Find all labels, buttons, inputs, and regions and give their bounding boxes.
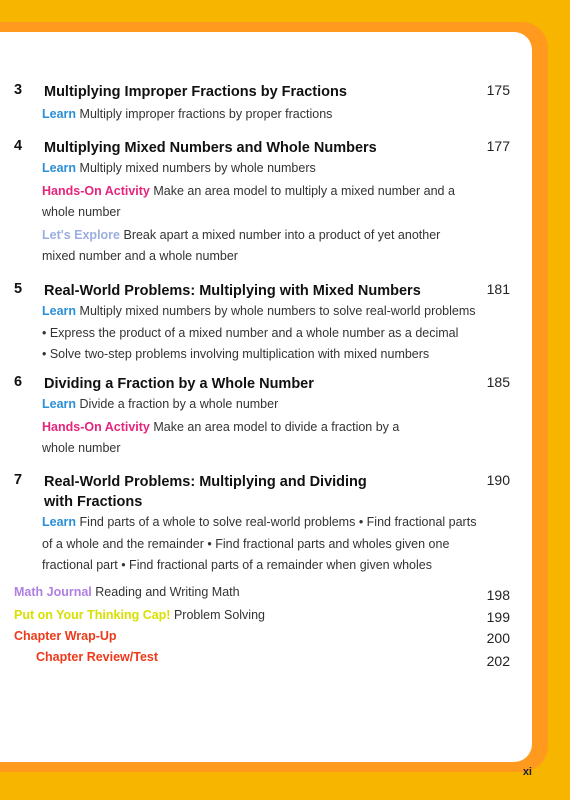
toc-page — [0, 32, 532, 762]
hands-on-label: Hands-On Activity — [42, 419, 150, 434]
explore-text: Break apart a mixed number into a product of yet another mixed number and a whole number — [42, 227, 441, 263]
lesson-number: 4 — [14, 138, 23, 154]
learn-label: Learn — [42, 304, 77, 318]
learn-text: Divide a fraction by a whole number — [79, 397, 279, 411]
thinking-cap-label: Put on Your Thinking Cap! — [14, 608, 171, 622]
math-journal-text: Reading and Writing Math — [95, 585, 240, 599]
thinking-cap-text: Problem Solving — [173, 608, 265, 622]
lesson-body — [42, 394, 477, 460]
lesson-body — [42, 512, 482, 577]
review-test-row — [36, 650, 158, 664]
lesson-title: Real-World Problems: Multiplying with Mixed Numbers — [44, 283, 421, 299]
math-journal-row — [14, 585, 240, 599]
learn-text: Multiply mixed numbers by whole numbers to solve real-world problems — [79, 304, 476, 318]
lesson-title: Multiplying Improper Fractions by Fractions — [44, 84, 347, 100]
math-journal-page: 198 — [486, 587, 510, 603]
learn-label: Learn — [42, 107, 77, 121]
lesson-page-number: 181 — [486, 281, 510, 297]
review-test-label: Chapter Review/Test — [36, 650, 159, 664]
wrap-up-row — [14, 629, 117, 643]
lesson-number: 6 — [14, 374, 23, 390]
wrap-up-label: Chapter Wrap-Up — [14, 629, 117, 643]
hands-on-label: Hands-On Activity — [42, 183, 150, 198]
lesson-title: Dividing a Fraction by a Whole Number — [44, 376, 314, 392]
lesson-title: Multiplying Mixed Numbers and Whole Numbers — [44, 140, 377, 156]
learn-label: Learn — [42, 397, 77, 411]
lesson-number: 3 — [14, 82, 23, 98]
wrap-up-page: 200 — [486, 630, 510, 646]
learn-text: Find parts of a whole to solve real-world problems • Find fractional parts of a whole and the remainder • Find fractional parts and wholes given one fractional part • Find fractional parts of a remainder when given wholes — [42, 515, 477, 572]
hands-on-text: Make an area model to multiply a mixed number and a whole number — [42, 183, 455, 219]
thinking-cap-page: 199 — [486, 609, 510, 625]
bullet-item: • Express the product of a mixed number and a whole number as a decimal — [42, 325, 459, 340]
lesson-page-number: 190 — [486, 472, 510, 488]
lesson-number: 7 — [14, 472, 23, 488]
bullet-item: • Solve two-step problems involving multiplication with mixed numbers — [42, 347, 430, 361]
learn-text: Multiply improper fractions by proper fractions — [79, 107, 333, 121]
review-test-page: 202 — [486, 653, 510, 669]
page-folio: xi — [522, 766, 532, 778]
lesson-body — [42, 301, 477, 366]
lesson-page-number: 177 — [486, 138, 510, 154]
learn-label: Learn — [42, 515, 77, 529]
lesson-page-number: 185 — [486, 374, 510, 390]
lesson-title: Real-World Problems: Multiplying and Dividing with Fractions — [44, 474, 367, 510]
hands-on-text: Make an area model to divide a fraction by a whole number — [42, 419, 400, 455]
learn-label: Learn — [42, 161, 77, 175]
lesson-body — [42, 158, 477, 268]
explore-label: Let's Explore — [42, 227, 120, 242]
thinking-cap-row — [14, 608, 265, 622]
lesson-page-number: 175 — [486, 82, 510, 98]
lesson-body — [42, 104, 477, 126]
math-journal-label: Math Journal — [14, 585, 92, 599]
lesson-number: 5 — [14, 281, 23, 297]
learn-text: Multiply mixed numbers by whole numbers — [79, 161, 316, 175]
